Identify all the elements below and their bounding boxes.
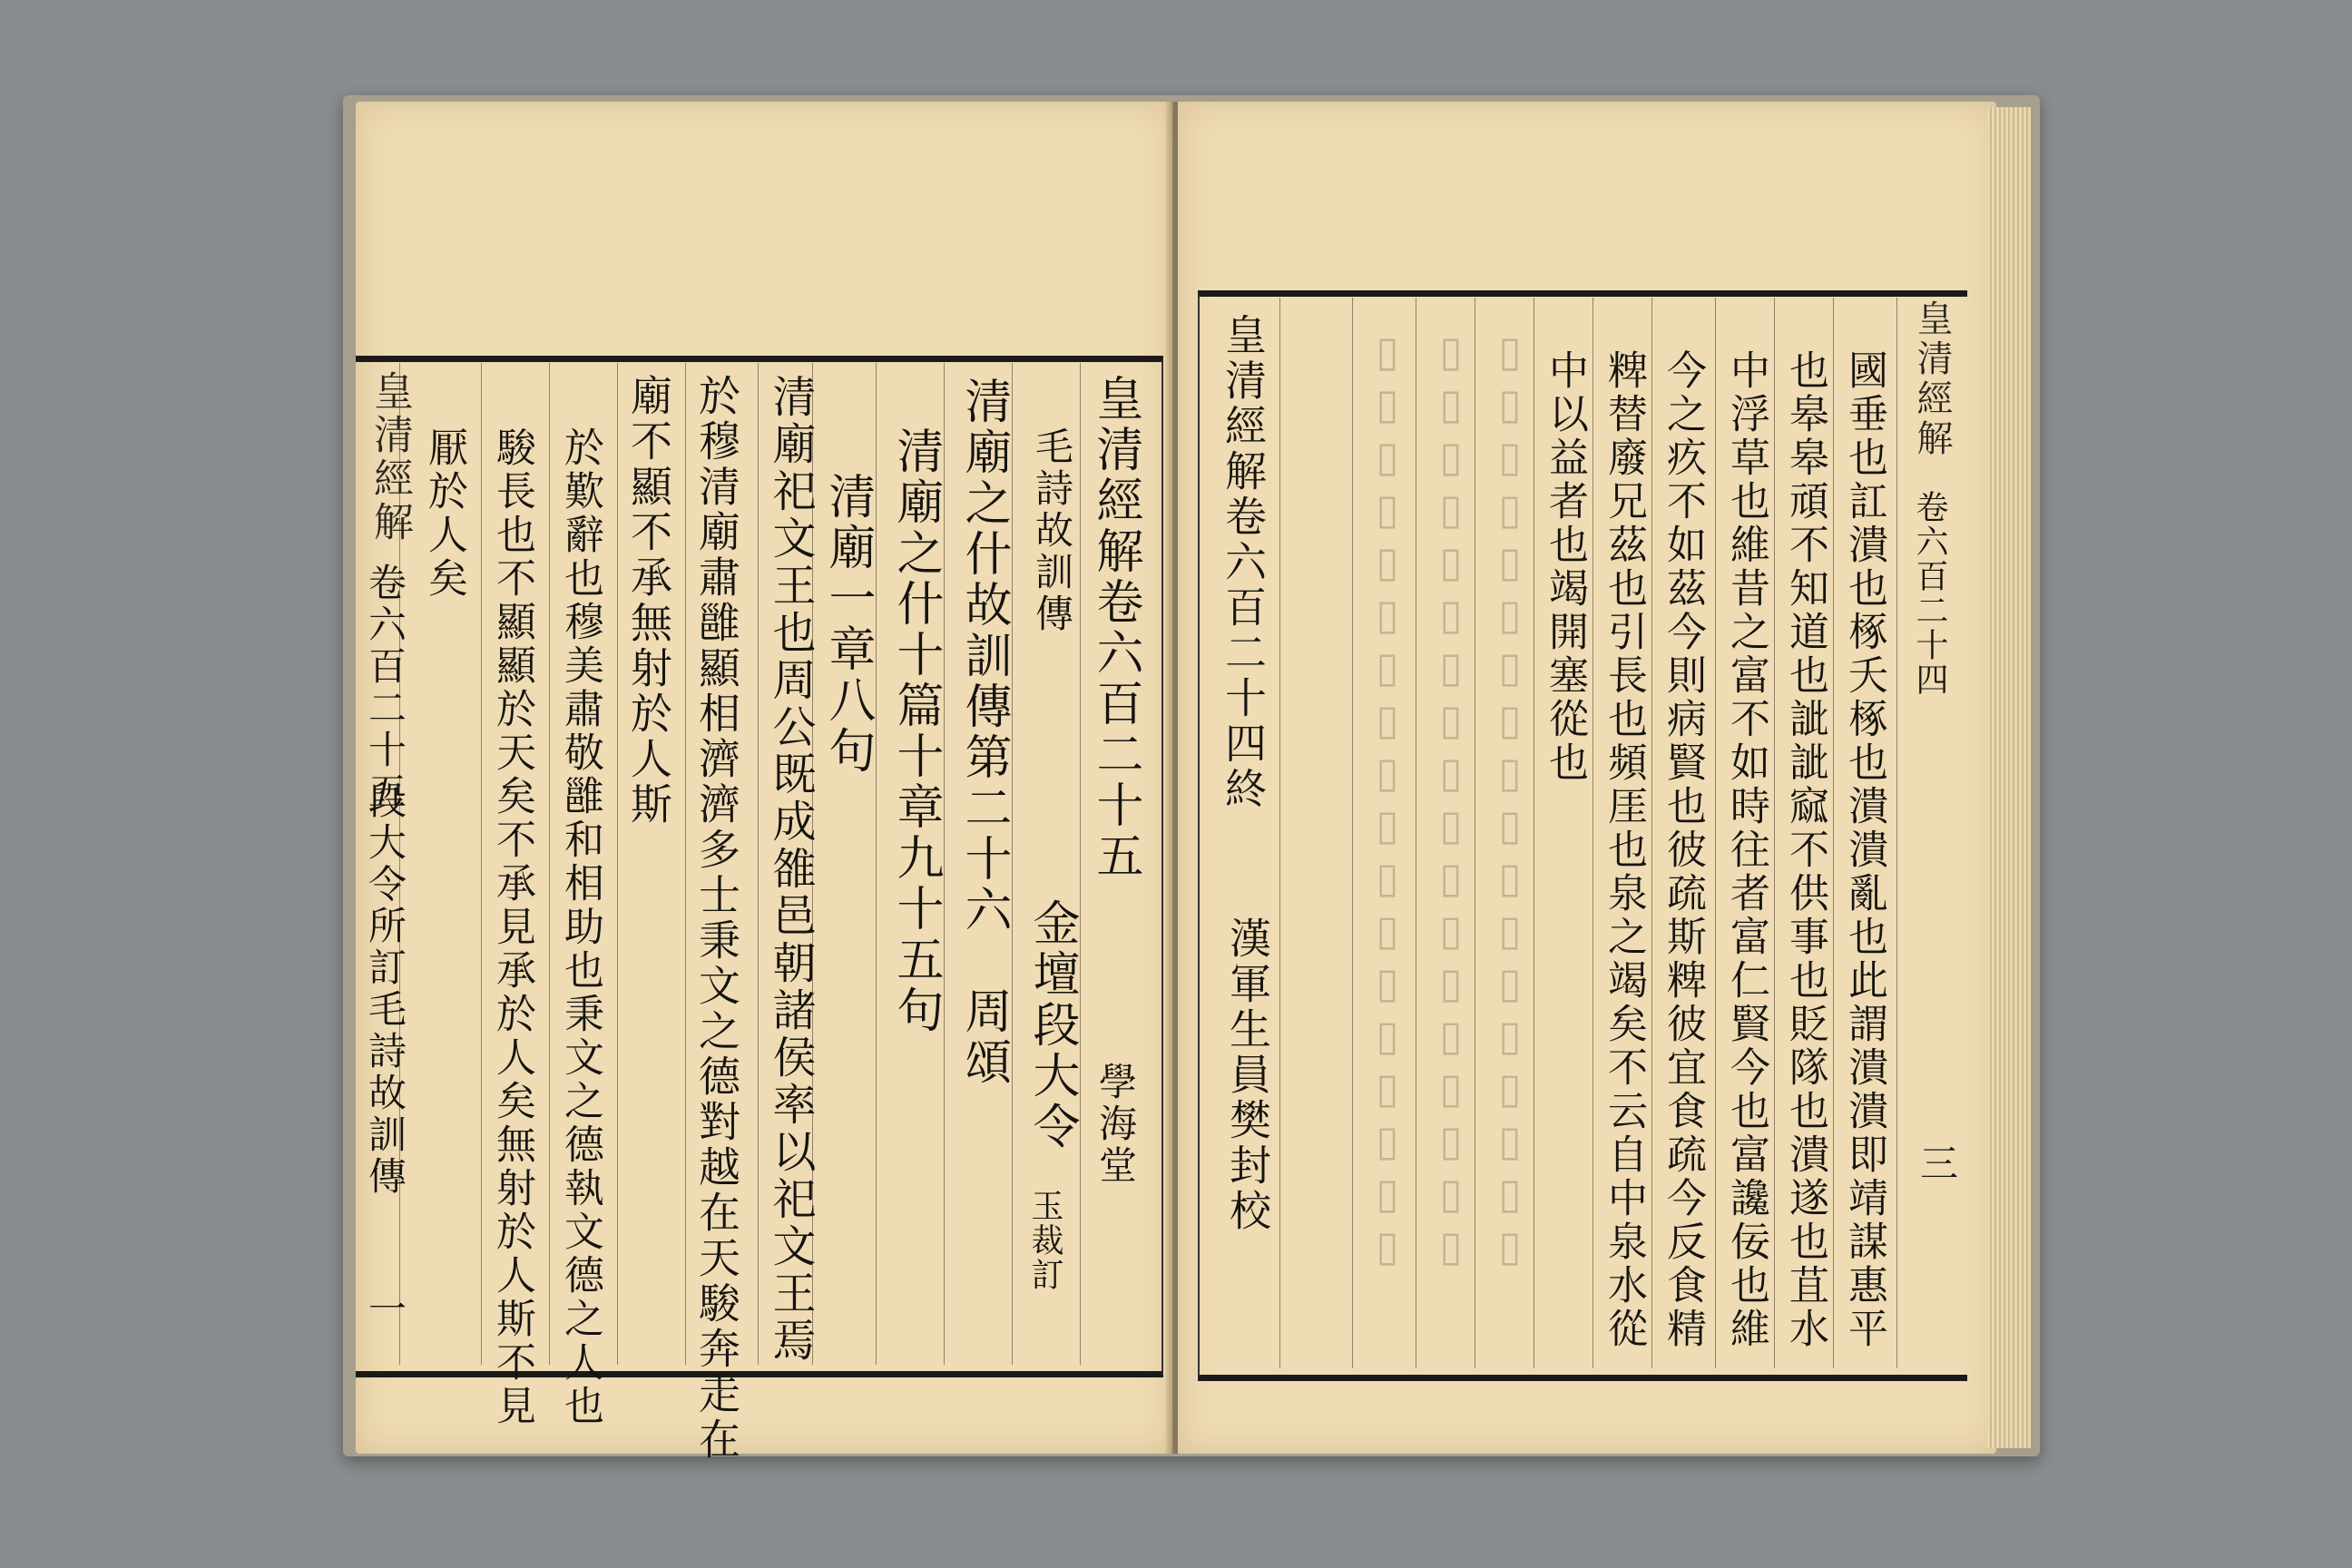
- column-rule: [1896, 298, 1897, 1368]
- bleed-through-text: ▯▯▯▯▯▯▯▯▯▯▯▯▯▯▯▯▯▯: [1426, 327, 1475, 1274]
- right-margin-title: 皇清經解: [1911, 299, 1953, 459]
- column-rule: [944, 363, 945, 1365]
- left-margin-volume: 卷六百二十五: [363, 563, 407, 813]
- work-title: 毛詩故訓傳: [1030, 426, 1074, 635]
- column-rule: [1279, 298, 1280, 1368]
- text-column: 今之疚不如茲今則病賢也彼疏斯粺彼宜食疏今反食精: [1660, 349, 1706, 1351]
- text-column: 於歎辭也穆美肅敬雝和相助也秉文之德執文德之人也: [557, 426, 603, 1428]
- column-rule: [481, 363, 482, 1365]
- text-column: 駿長也不顯顯於天矣不承見承於人矣無射於人斯不見: [489, 426, 535, 1428]
- editor-note: 玉裁訂: [1026, 1189, 1063, 1292]
- column-rule: [1651, 298, 1652, 1368]
- right-margin-page-number: 三: [1915, 1143, 1959, 1185]
- left-margin-page-number: 一: [363, 1289, 407, 1330]
- column-rule: [876, 363, 877, 1365]
- column-rule: [1592, 298, 1593, 1368]
- text-column: 於穆清廟肅雝顯相濟濟多士秉文之德對越在天駿奔走在: [692, 374, 741, 1463]
- volume-end-marker: 皇清經解卷六百二十四終: [1219, 313, 1268, 812]
- text-column: 廟不顯不承無射於人斯: [624, 374, 673, 828]
- left-margin-author: 段大令所訂毛詩故訓傳: [363, 780, 407, 1198]
- publisher: 學海堂: [1093, 1062, 1138, 1187]
- left-margin-title: 皇清經解: [367, 370, 413, 544]
- column-rule: [1774, 298, 1775, 1368]
- volume-heading: 皇清經解卷六百二十五: [1088, 374, 1142, 882]
- bleed-through-text: ▯▯▯▯▯▯▯▯▯▯▯▯▯▯▯▯▯▯: [1485, 327, 1534, 1274]
- column-rule: [685, 363, 686, 1365]
- text-column: 粺替廢兄茲也引長也頻厓也泉之竭矣不云自中泉水從: [1601, 349, 1647, 1351]
- chapter-heading: 清廟之什故訓傳第二十六 周頌: [956, 377, 1011, 1088]
- right-margin-volume: 卷六百二十四: [1911, 490, 1948, 697]
- poem-summary: 清廟一章八句: [820, 472, 875, 777]
- column-rule: [1715, 298, 1716, 1368]
- text-column: 中浮草也維昔之富不如時往者富仁賢今也富讒佞也維: [1723, 349, 1769, 1351]
- column-rule: [1080, 363, 1081, 1365]
- column-rule: [1012, 363, 1013, 1365]
- collator: 漢軍生員樊封校: [1223, 916, 1272, 1234]
- column-rule: [758, 363, 759, 1365]
- text-column: 清廟祀文王也周公既成雒邑朝諸侯率以祀文王焉: [765, 374, 816, 1365]
- editor: 金壇段大令: [1024, 898, 1079, 1152]
- text-column: 中以益者也竭開塞從也: [1542, 349, 1588, 785]
- text-column: 厭於人矣: [421, 426, 467, 601]
- chapter-summary: 清廟之什十篇十章九十五句: [888, 426, 943, 1036]
- column-rule: [549, 363, 550, 1365]
- bleed-through-text: ▯▯▯▯▯▯▯▯▯▯▯▯▯▯▯▯▯▯: [1363, 327, 1412, 1274]
- column-rule: [1833, 298, 1834, 1368]
- page-edges: [1987, 107, 2031, 1448]
- column-rule: [1352, 298, 1353, 1368]
- text-column: 國垂也訌潰也椓夭椓也潰潰亂也此謂潰潰即靖謀惠平: [1841, 349, 1887, 1351]
- column-rule: [617, 363, 618, 1365]
- text-column: 也皋皋頑不知道也訿訿窳不供事也貶隊也潰遂也苴水: [1782, 349, 1828, 1351]
